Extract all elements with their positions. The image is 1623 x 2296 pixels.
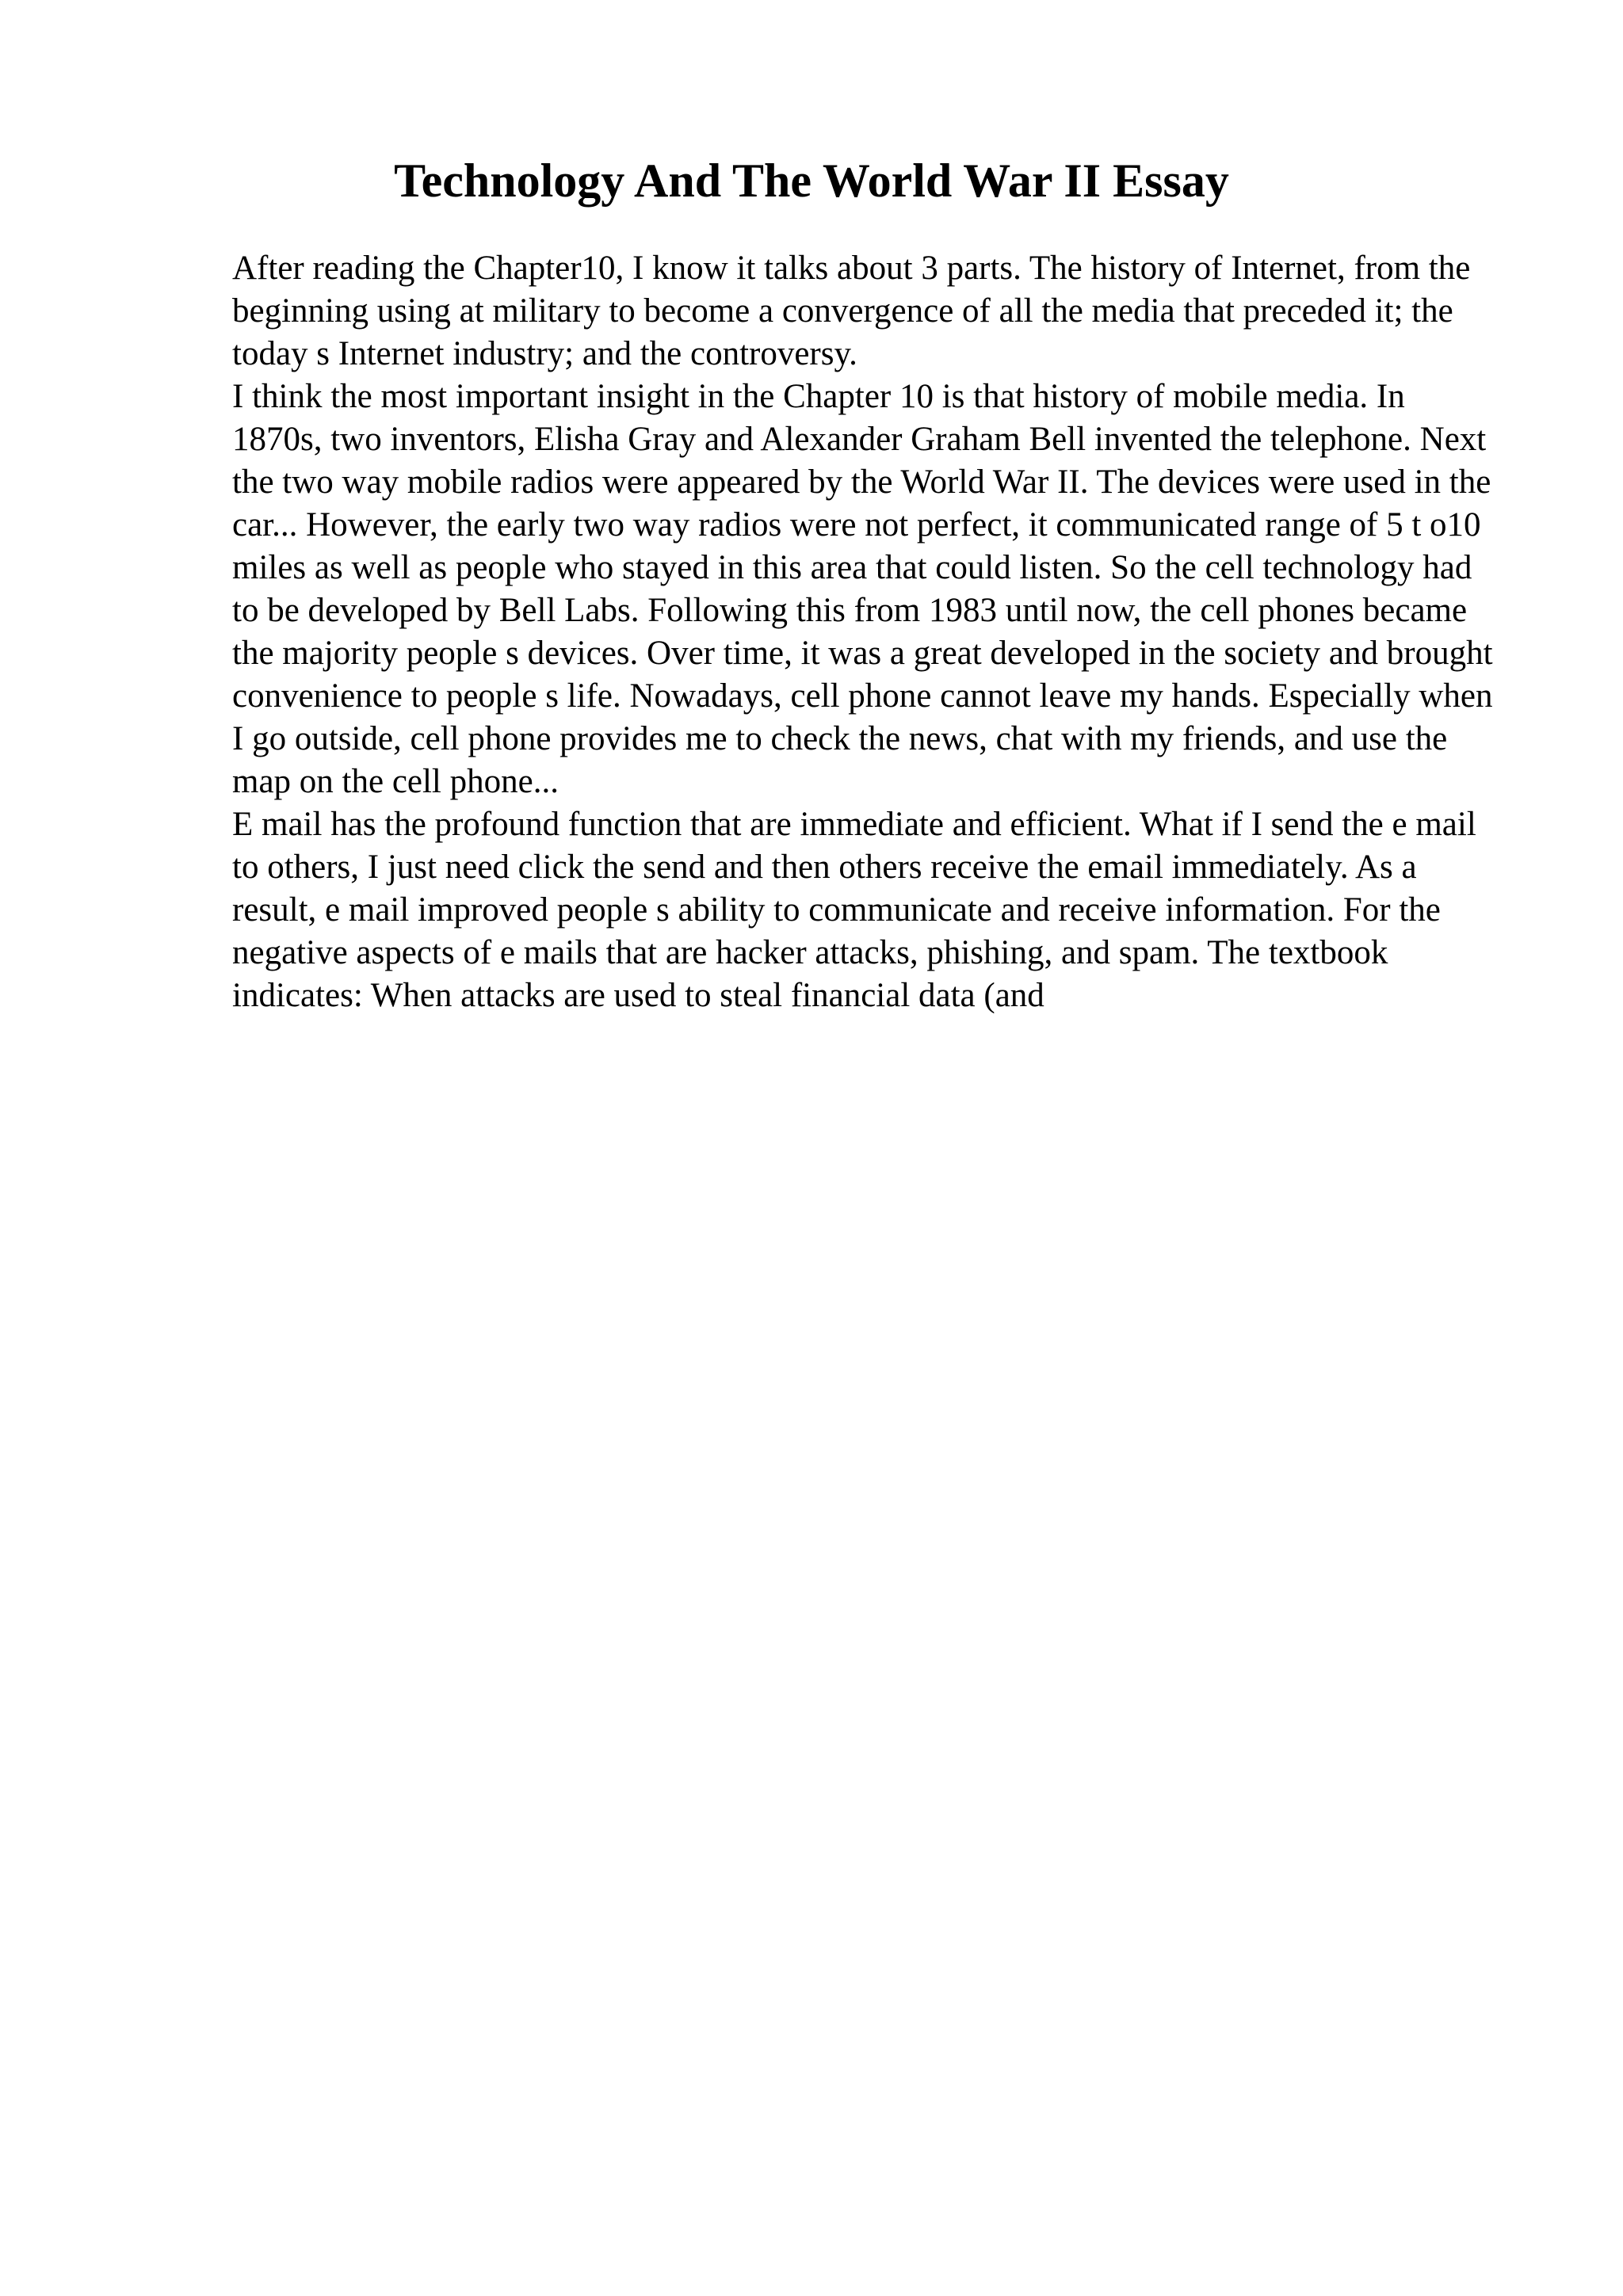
paragraph-2: I think the most important insight in the Chapter 10 is that history of mobile media. In 1870s, two inventors, Elisha Gray and Alexander Graham Bell invented the telephone. Next the two way mobile radios were appeared by the World War II. The devices were used in the car... However, the early two way radios were not perfect, it communicated range of 5 t o10 miles as well as people who stayed in this area that could listen. So the cell technology had to be developed by Bell Labs. Following this from 1983 until now, the cell phones became the majority people s devices. Over time, it was a great developed in the society and brought convenience to people s life. Nowadays, cell phone cannot leave my hands. Especially when I go outside, cell phone provides me to check the news, chat with my friends, and use the map on the cell phone... <box>232 378 1493 800</box>
document-body <box>232 247 1500 1017</box>
document-title: Technology And The World War II Essay <box>394 154 1229 207</box>
paragraph-1: After reading the Chapter10, I know it talks about 3 parts. The history of Internet, from the beginning using at military to become a convergence of all the media that preceded it; the today s Internet industry; and the controversy. <box>232 250 1471 372</box>
paragraph-3: E mail has the profound function that are immediate and efficient. What if I send the e mail to others, I just need click the send and then others receive the email immediately. As a result, e mail improved people s ability to communicate and receive information. For the negative aspects of e mails that are hacker attacks, phishing, and spam. The textbook indicates: When attacks are used to steal financial data (and <box>232 806 1476 1014</box>
